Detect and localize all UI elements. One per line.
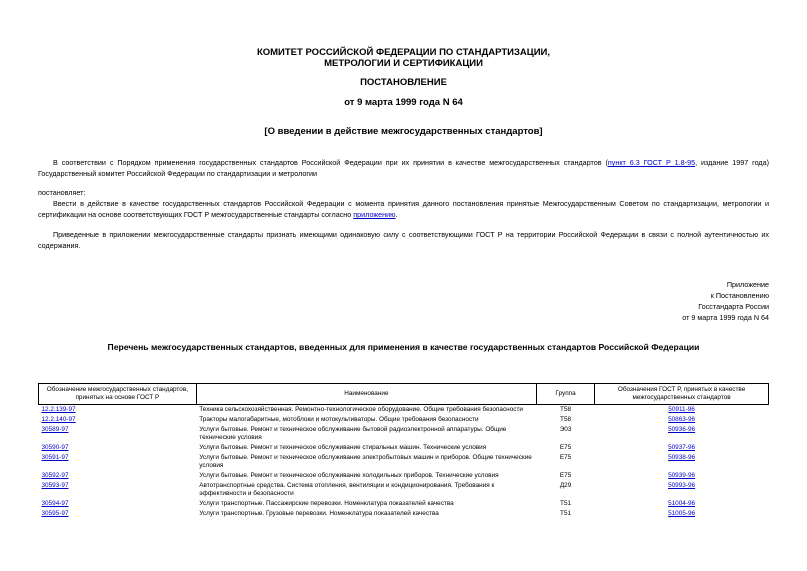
standard-code-link[interactable]: 30595-97 [41, 510, 69, 517]
gost-r-link[interactable]: 50863-96 [668, 416, 696, 423]
standard-group: Д29 [559, 482, 572, 489]
table-row [39, 443, 769, 453]
table-header-row [39, 384, 769, 405]
document-subject: [О введении в действие межгосударственных стандартов] [264, 126, 543, 137]
standard-code-link[interactable]: 30591-97 [41, 454, 69, 461]
table-row [39, 471, 769, 481]
gost-r-link[interactable]: 51004-96 [668, 500, 696, 507]
standard-name: Услуги транспортные. Пассажирские перевозки. Номенклатура показателей качества [199, 500, 454, 507]
standard-code-link[interactable]: 30590-97 [41, 444, 69, 451]
standard-code-link[interactable]: 12.2.139-97 [41, 406, 76, 413]
preamble-text-end: , издание 1997 года) Государственный комитет Российской Федерации по стандартизации и метрологии [38, 158, 769, 178]
appendix-link[interactable]: приложению [353, 210, 396, 219]
standard-group: Е75 [559, 444, 572, 451]
standard-code-link[interactable]: 30592-97 [41, 472, 69, 479]
gost-r-link[interactable]: 51005-96 [668, 510, 696, 517]
paragraph-preamble [38, 157, 769, 179]
standard-name: Услуги бытовые. Ремонт и техническое обслуживание холодильных приборов. Технические условия [199, 472, 499, 479]
standard-name: Услуги бытовые. Ремонт и техническое обслуживание бытовой радиоэлектронной аппаратуры. Общие технические условия [199, 426, 507, 441]
column-header-interstate-code: Обозначение межгосударственных стандартов, принятых на основе ГОСТ Р [39, 384, 197, 405]
standard-group: Т58 [560, 416, 572, 423]
standard-code-link[interactable]: 30594-97 [41, 500, 69, 507]
decides-label: постановляет: [38, 188, 86, 197]
table-row [39, 425, 769, 443]
document-type: ПОСТАНОВЛЕНИЕ [360, 77, 447, 88]
standard-group: Т58 [560, 406, 572, 413]
standard-name: Услуги бытовые. Ремонт и техническое обслуживание электробытовых машин и приборов. Общие технические условия [199, 454, 532, 469]
standard-name: Техника сельскохозяйственная. Ремонтно-технологическое оборудование. Общие требования безопасности [199, 406, 523, 413]
gost-r-link[interactable]: 50936-96 [668, 426, 696, 433]
standards-list-title: Перечень межгосударственных стандартов, введенных для применения в качестве государственных стандартов Российской Федерации [107, 342, 700, 352]
committee-name-line1: КОМИТЕТ РОССИЙСКОЙ ФЕДЕРАЦИИ ПО СТАНДАРТИЗАЦИИ, [256, 47, 551, 58]
standard-name: Тракторы малогабаритные, мотоблоки и мотокультиваторы. Общие требования безопасности [199, 416, 479, 423]
standard-group: Е75 [559, 454, 572, 461]
decision-text: Ввести в действие в качестве государственных стандартов Российской Федерации с момента принятия данного постановления принятые Межгосударственным Советом по стандартизации, метрологии и сертификации на основе соответствующих ГОСТ Р межгосударственные стандарты согласно [38, 199, 769, 219]
appendix-line: от 9 марта 1999 года N 64 [682, 313, 769, 322]
gost-r-link[interactable]: 50911-96 [668, 406, 695, 413]
column-header-gost-r: Обозначения ГОСТ Р, принятых в качестве межгосударственных стандартов [595, 384, 769, 405]
table-row [39, 481, 769, 499]
gost-reference-link[interactable]: пункт 6.3 ГОСТ Р 1.8-95 [607, 158, 696, 167]
gost-r-link[interactable]: 50939-96 [668, 472, 696, 479]
gost-r-link[interactable]: 50993-96 [668, 482, 696, 489]
standard-group: Т51 [560, 500, 572, 507]
paragraph-authenticity: Приведенные в приложении межгосударственные стандарты признать имеющими одинаковую силу с соответствующими ГОСТ Р на территории Российской Федерации в связи с полной аутентичностью их содержания. [38, 230, 769, 250]
standard-name: Услуги транспортные. Грузовые перевозки. Номенклатура показателей качества [199, 510, 439, 517]
standard-group: Э03 [559, 426, 572, 433]
document-date: от 9 марта 1999 года N 64 [344, 97, 463, 108]
appendix-line: к Постановлению [710, 291, 769, 300]
standards-table [38, 383, 769, 519]
table-row [39, 453, 769, 471]
column-header-name: Наименование [196, 384, 536, 405]
committee-name-line2: МЕТРОЛОГИИ И СЕРТИФИКАЦИИ [324, 58, 483, 69]
decision-text-end: . [395, 210, 398, 219]
gost-r-link[interactable]: 50938-96 [668, 454, 696, 461]
table-row [39, 415, 769, 425]
standard-name: Услуги бытовые. Ремонт и техническое обслуживание стиральных машин. Технические условия [199, 444, 487, 451]
standard-group: Е75 [559, 472, 572, 479]
appendix-line: Приложение [726, 280, 769, 289]
preamble-text-start: В соответствии с Порядком применения государственных стандартов Российской Федерации при их принятии в качестве межгосударственных стандартов ( [53, 158, 608, 167]
standard-code-link[interactable]: 30589-97 [41, 426, 69, 433]
appendix-line: Госстандарта России [698, 302, 769, 311]
table-row [39, 405, 769, 416]
table-row [39, 509, 769, 519]
gost-r-link[interactable]: 50937-96 [668, 444, 696, 451]
appendix-reference [682, 279, 769, 323]
standard-group: Т51 [560, 510, 572, 517]
standard-name: Автотранспортные средства. Система отопления, вентиляции и кондиционирования. Требования к эффективности и безопасности [199, 482, 495, 497]
column-header-group: Группа [536, 384, 594, 405]
table-row [39, 499, 769, 509]
standard-code-link[interactable]: 30593-97 [41, 482, 69, 489]
standard-code-link[interactable]: 12.2.140-97 [41, 416, 76, 423]
paragraph-decision [38, 198, 769, 220]
